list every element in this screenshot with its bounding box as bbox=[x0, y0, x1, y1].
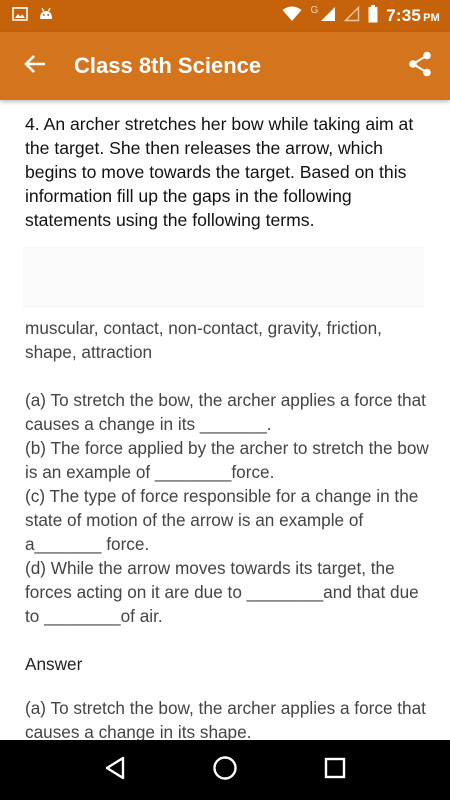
signal-icon bbox=[320, 6, 336, 27]
status-right bbox=[282, 5, 440, 28]
wifi-icon bbox=[282, 6, 302, 27]
question-part-c: (c) The type of force responsible for a change in the state of motion of the arrow is an example of a_______ force. bbox=[25, 486, 419, 554]
nav-back-button[interactable] bbox=[85, 740, 145, 800]
clock bbox=[386, 6, 440, 26]
clock-ampm: PM bbox=[423, 12, 440, 24]
terms-list: muscular, contact, non-contact, gravity, friction, shape, attraction bbox=[25, 318, 382, 362]
answer-heading: Answer bbox=[25, 654, 83, 674]
question-part-b: (b) The force applied by the archer to stretch the bow is an example of ________force. bbox=[25, 438, 429, 482]
share-icon bbox=[408, 51, 432, 82]
content-scroll-area[interactable] bbox=[0, 100, 450, 740]
question-text: 4. An archer stretches her bow while taking aim at the target. She then releases the arrow, which begins to move towards the target. Based on this information fill up the gaps in the following statements using the following terms. bbox=[25, 114, 414, 230]
app-bar bbox=[0, 32, 450, 100]
question-parts bbox=[25, 388, 430, 628]
home-circle-icon bbox=[212, 755, 238, 786]
page-title: Class 8th Science bbox=[74, 53, 262, 78]
battery-icon bbox=[368, 5, 378, 28]
answer-part-a: (a) To stretch the bow, the archer applies a force that causes a change in its shape. bbox=[25, 698, 426, 740]
clock-time: 7:35 bbox=[386, 6, 422, 25]
status-bar bbox=[0, 0, 450, 32]
android-icon bbox=[38, 7, 54, 26]
question-part-d: (d) While the arrow moves towards its target, the forces acting on it are due to ________and that due to ________of air. bbox=[25, 558, 419, 626]
back-button[interactable] bbox=[0, 32, 70, 100]
share-button[interactable] bbox=[390, 32, 450, 100]
back-triangle-icon bbox=[104, 756, 126, 785]
question-part-a: (a) To stretch the bow, the archer applies a force that causes a change in its _______. bbox=[25, 390, 426, 434]
signal-empty-icon bbox=[344, 6, 360, 27]
recents-square-icon bbox=[324, 757, 346, 784]
content-body bbox=[25, 112, 430, 740]
image-icon bbox=[12, 7, 28, 26]
system-nav-bar bbox=[0, 740, 450, 800]
network-type-label: G bbox=[310, 4, 319, 16]
spacer-block bbox=[23, 246, 424, 308]
arrow-left-icon bbox=[24, 54, 46, 79]
nav-home-button[interactable] bbox=[195, 740, 255, 800]
status-left bbox=[12, 7, 54, 26]
nav-recents-button[interactable] bbox=[305, 740, 365, 800]
